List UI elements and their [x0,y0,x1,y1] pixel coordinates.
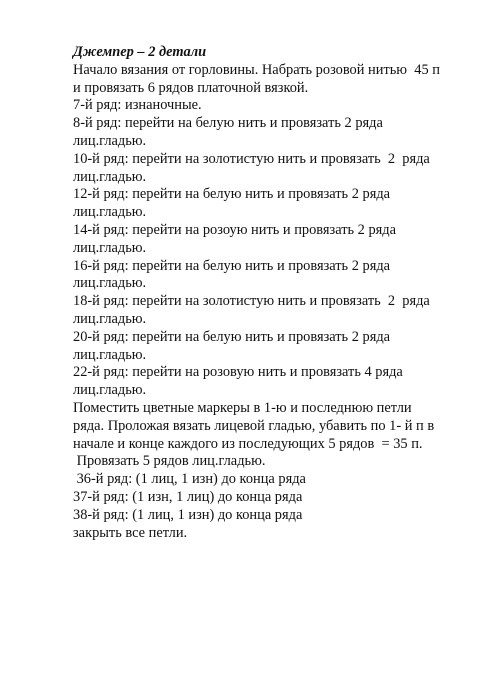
text-line: лиц.гладью. [73,275,147,292]
text-line: 20-й ряд: перейти на белую нить и провязать 2 ряда [73,328,391,345]
text-line: 22-й ряд: перейти на розовую нить и провязать 4 ряда [73,364,403,381]
text-line: 7-й ряд: изнаночные. [73,97,202,114]
text-line: 38-й ряд: (1 лиц, 1 изн) до конца ряда [73,506,303,523]
document-body [73,44,473,542]
text-line: ряда. Проложая вязать лицевой гладью, убавить по 1- й п в [73,417,435,434]
text-line: лиц.гладью. [73,310,147,327]
text-line: лиц.гладью. [73,346,147,363]
text-line: Поместить цветные маркеры в 1-ю и последнюю петли [73,399,412,416]
text-line: 18-й ряд: перейти на золотистую нить и провязать 2 ряда [73,293,430,310]
text-line: Провязать 5 рядов лиц.гладью. [73,453,266,470]
text-line: 12-й ряд: перейти на белую нить и провязать 2 ряда [73,186,391,203]
text-line: Начало вязания от горловины. Набрать розовой нитью 45 п [73,61,440,78]
text-line: 36-й ряд: (1 лиц, 1 изн) до конца ряда [73,471,306,488]
text-line: 8-й ряд: перейти на белую нить и провязать 2 ряда [73,115,383,132]
text-line: 16-й ряд: перейти на белую нить и провязать 2 ряда [73,257,391,274]
text-line: лиц.гладью. [73,168,147,185]
text-line: 37-й ряд: (1 изн, 1 лиц) до конца ряда [73,488,303,505]
document-title: Джемпер – 2 детали [73,44,207,60]
text-line: закрыть все петли. [73,524,188,541]
text-line: лиц.гладью. [73,132,147,149]
text-line: лиц.гладью. [73,239,147,256]
text-line: 14-й ряд: перейти на розоую нить и провязать 2 ряда [73,221,396,238]
text-line: лиц.гладью. [73,204,147,221]
text-line: лиц.гладью. [73,382,147,399]
text-line: начале и конце каждого из последующих 5 рядов = 35 п. [73,435,423,452]
text-line: 10-й ряд: перейти на золотистую нить и провязать 2 ряда [73,150,430,167]
text-line: и провязать 6 рядов платочной вязкой. [73,79,309,96]
